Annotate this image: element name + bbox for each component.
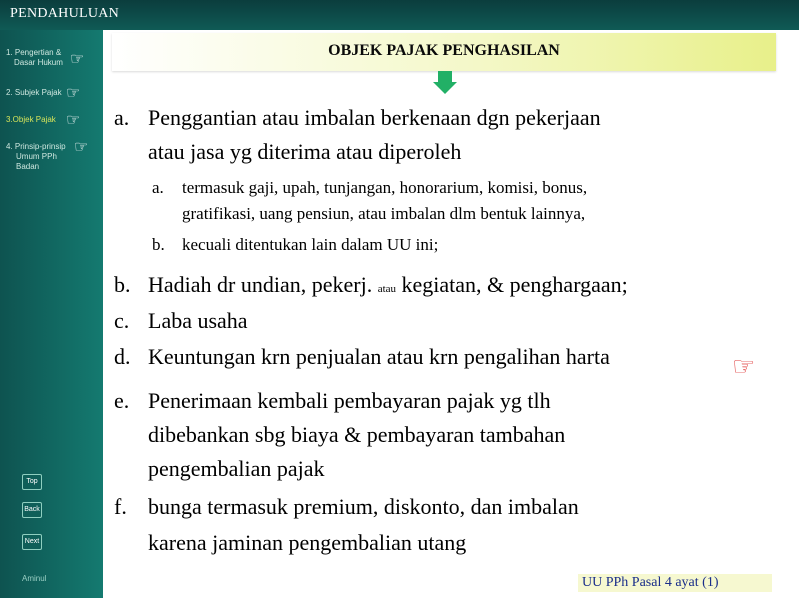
list-item-text: bunga termasuk premium, diskonto, dan imbalan (148, 494, 579, 519)
list-item-text: Laba usaha (148, 308, 248, 333)
list-item-text-part: kegiatan, & penghargaan; (401, 272, 628, 297)
list-item-text: Penerimaan kembali pembayaran pajak yg tlh (148, 388, 551, 413)
sidebar-item-label: 2. Subjek Pajak (6, 88, 62, 97)
pointing-hand-icon[interactable]: ☞ (70, 51, 85, 68)
list-marker: c. (114, 308, 130, 333)
sub-list-item-text: termasuk gaji, upah, tunjangan, honorarium, komisi, bonus, (182, 178, 588, 197)
list-item-text-part: Hadiah dr undian, pekerj. (148, 272, 373, 297)
pointing-hand-icon[interactable]: ☞ (66, 85, 81, 102)
list-item-text: Keuntungan krn penjualan atau krn pengalihan harta (148, 344, 610, 369)
list-marker: e. (114, 388, 130, 413)
sidebar-item-objek-pajak[interactable] (6, 115, 56, 125)
reference-label: UU PPh Pasal 4 ayat (1) (578, 574, 772, 592)
next-button[interactable]: Next (22, 534, 42, 550)
header-title: PENDAHULUAN (10, 6, 120, 21)
sidebar-item-label: 4. Prinsip-prinsip (6, 142, 66, 151)
page-title: OBJEK PAJAK PENGHASILAN (328, 42, 560, 59)
list-item-text: pengembalian pajak (148, 456, 325, 481)
header-bar (0, 0, 799, 30)
sidebar-item-prinsip[interactable] (6, 142, 66, 172)
sub-list-marker: b. (152, 235, 165, 254)
top-button[interactable]: Top (22, 474, 42, 490)
sub-list-item-text: kecuali ditentukan lain dalam UU ini; (182, 235, 439, 254)
list-item-text: dibebankan sbg biaya & pembayaran tambahan (148, 422, 566, 447)
author-label: Aminul (22, 574, 47, 583)
list-item-text: karena jaminan pengembalian utang (148, 530, 467, 555)
sub-list-item-text: gratifikasi, uang pensiun, atau imbalan dlm bentuk lainnya, (182, 204, 586, 223)
sidebar-item-label: Umum PPh (16, 152, 57, 161)
down-arrow-head (433, 82, 457, 94)
list-marker: d. (114, 344, 131, 369)
pointing-hand-icon[interactable]: ☞ (74, 139, 89, 156)
list-marker: b. (114, 272, 131, 297)
pointing-hand-icon[interactable]: ☞ (732, 352, 756, 381)
back-button[interactable]: Back (22, 502, 42, 518)
title-box (112, 33, 776, 71)
sidebar-item-label: 3.Objek Pajak (6, 115, 56, 124)
sidebar-item-label: Dasar Hukum (14, 58, 63, 67)
list-item-text (148, 272, 628, 298)
pointing-hand-icon[interactable]: ☞ (66, 112, 81, 129)
list-item-text: Penggantian atau imbalan berkenaan dgn pekerjaan (148, 105, 601, 130)
list-item-text: atau jasa yg diterima atau diperoleh (148, 139, 462, 164)
sidebar-item-label: 1. Pengertian & (6, 48, 62, 57)
list-marker: f. (114, 494, 127, 519)
sub-list-marker: a. (152, 178, 164, 197)
sidebar-item-pengertian[interactable] (6, 48, 63, 68)
list-marker: a. (114, 105, 130, 130)
sidebar-item-subjek-pajak[interactable] (6, 88, 62, 98)
sidebar-item-label: Badan (16, 162, 40, 171)
list-item-text-small: atau (377, 283, 397, 295)
